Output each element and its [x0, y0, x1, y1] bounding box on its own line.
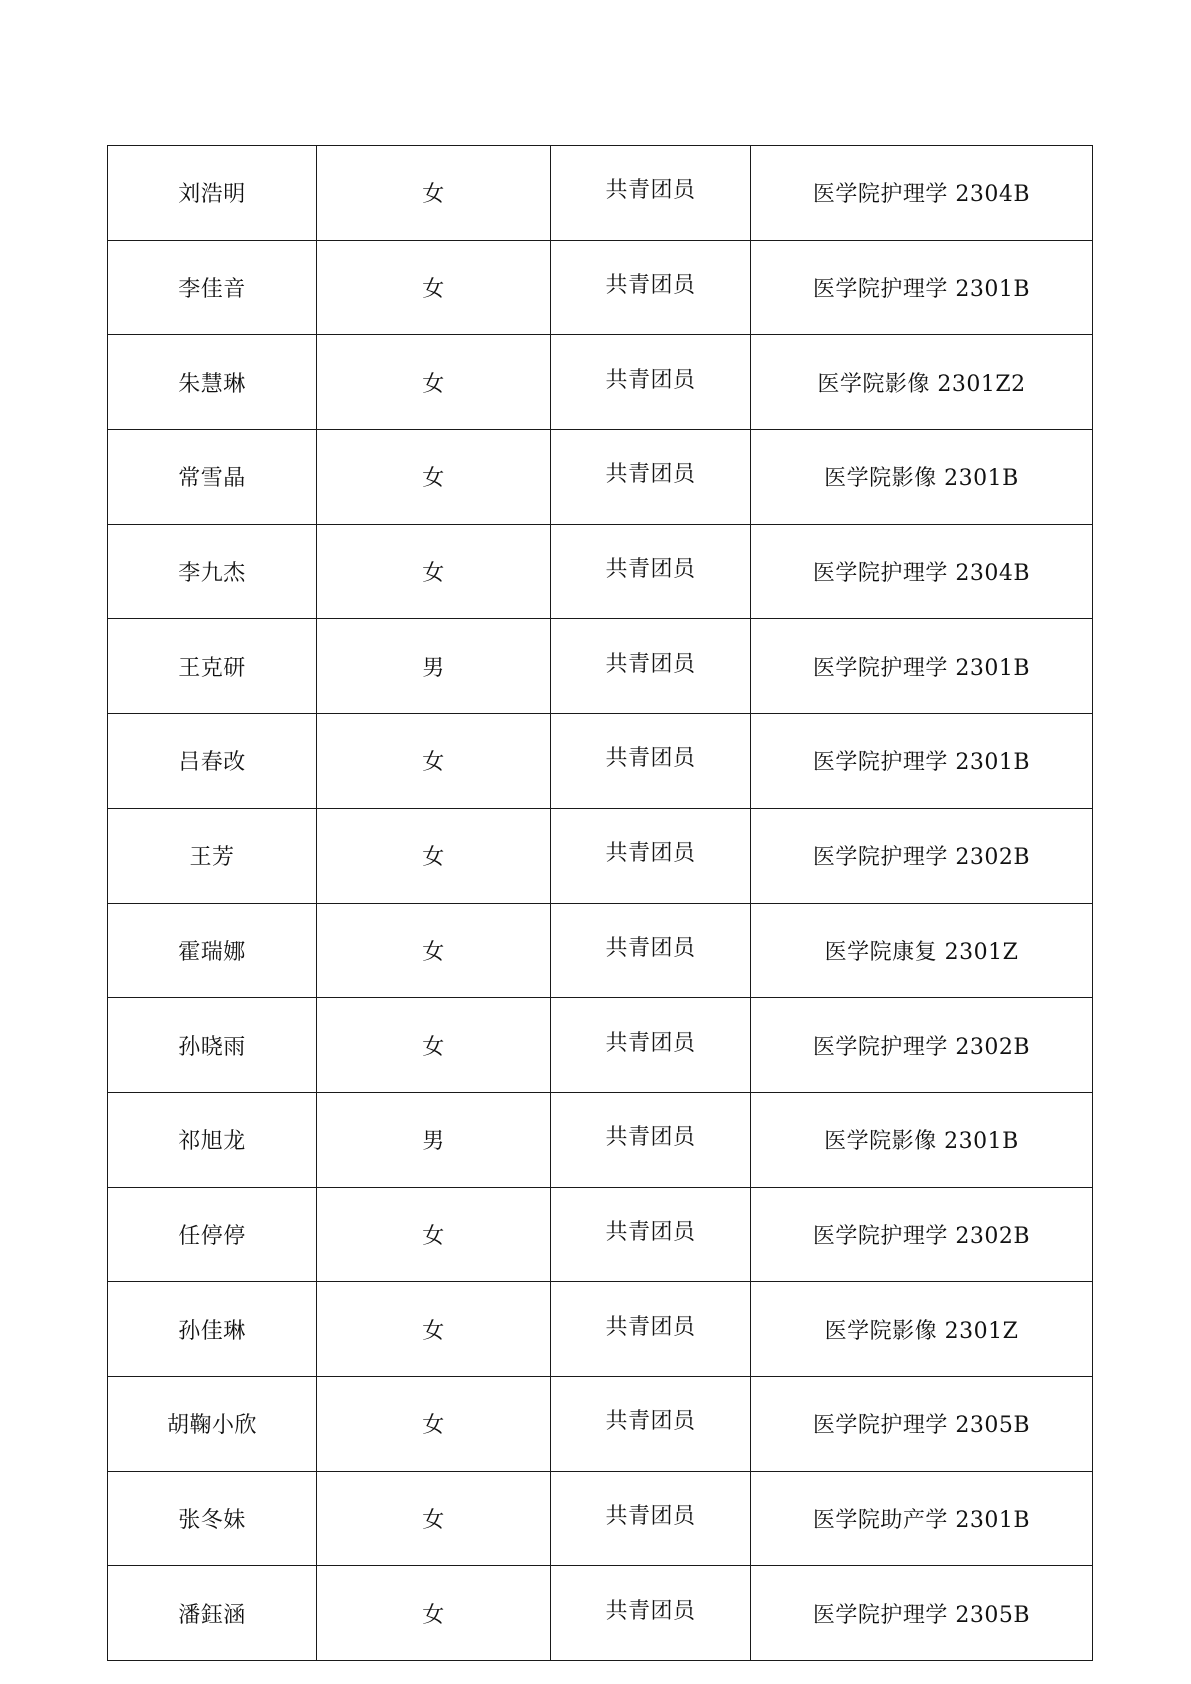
class-cell: 医学院护理学 2302B [751, 808, 1093, 903]
class-cell: 医学院护理学 2301B [751, 714, 1093, 809]
political-status-cell: 共青团员 [551, 998, 751, 1093]
political-status-cell: 共青团员 [551, 240, 751, 335]
roster-body [108, 146, 1093, 1661]
gender-cell: 女 [317, 714, 551, 809]
political-status-cell: 共青团员 [551, 1282, 751, 1377]
table-row [108, 714, 1093, 809]
gender-cell: 女 [317, 335, 551, 430]
political-status-cell: 共青团员 [551, 903, 751, 998]
table-row [108, 524, 1093, 619]
table-row [108, 998, 1093, 1093]
political-status-cell: 共青团员 [551, 430, 751, 525]
political-status-cell: 共青团员 [551, 1566, 751, 1661]
table-row [108, 619, 1093, 714]
gender-cell: 女 [317, 524, 551, 619]
political-status-cell: 共青团员 [551, 1187, 751, 1282]
table-row [108, 1187, 1093, 1282]
name-cell: 张冬妹 [108, 1471, 317, 1566]
name-cell: 胡鞠小欣 [108, 1376, 317, 1471]
class-cell: 医学院护理学 2304B [751, 146, 1093, 241]
class-cell: 医学院助产学 2301B [751, 1471, 1093, 1566]
table-row [108, 240, 1093, 335]
gender-cell: 女 [317, 430, 551, 525]
class-cell: 医学院影像 2301B [751, 1092, 1093, 1187]
class-cell: 医学院护理学 2305B [751, 1376, 1093, 1471]
political-status-cell: 共青团员 [551, 1471, 751, 1566]
gender-cell: 女 [317, 1187, 551, 1282]
name-cell: 李佳音 [108, 240, 317, 335]
name-cell: 霍瑞娜 [108, 903, 317, 998]
gender-cell: 女 [317, 808, 551, 903]
class-cell: 医学院护理学 2301B [751, 619, 1093, 714]
name-cell: 潘鈺涵 [108, 1566, 317, 1661]
class-cell: 医学院护理学 2302B [751, 1187, 1093, 1282]
name-cell: 吕春改 [108, 714, 317, 809]
gender-cell: 女 [317, 998, 551, 1093]
name-cell: 李九杰 [108, 524, 317, 619]
name-cell: 孙佳琳 [108, 1282, 317, 1377]
table-row [108, 1376, 1093, 1471]
table-row [108, 808, 1093, 903]
name-cell: 王芳 [108, 808, 317, 903]
political-status-cell: 共青团员 [551, 808, 751, 903]
table-row [108, 335, 1093, 430]
political-status-cell: 共青团员 [551, 1376, 751, 1471]
gender-cell: 女 [317, 903, 551, 998]
class-cell: 医学院护理学 2302B [751, 998, 1093, 1093]
class-cell: 医学院影像 2301B [751, 430, 1093, 525]
gender-cell: 女 [317, 146, 551, 241]
class-cell: 医学院护理学 2305B [751, 1566, 1093, 1661]
political-status-cell: 共青团员 [551, 714, 751, 809]
political-status-cell: 共青团员 [551, 1092, 751, 1187]
gender-cell: 女 [317, 240, 551, 335]
name-cell: 孙晓雨 [108, 998, 317, 1093]
table-row [108, 1566, 1093, 1661]
table-row [108, 146, 1093, 241]
class-cell: 医学院影像 2301Z2 [751, 335, 1093, 430]
table-row [108, 1282, 1093, 1377]
name-cell: 朱慧琳 [108, 335, 317, 430]
name-cell: 刘浩明 [108, 146, 317, 241]
gender-cell: 女 [317, 1471, 551, 1566]
gender-cell: 女 [317, 1282, 551, 1377]
table-row [108, 1471, 1093, 1566]
table-row [108, 903, 1093, 998]
gender-cell: 女 [317, 1566, 551, 1661]
gender-cell: 男 [317, 1092, 551, 1187]
class-cell: 医学院护理学 2301B [751, 240, 1093, 335]
name-cell: 王克研 [108, 619, 317, 714]
name-cell: 祁旭龙 [108, 1092, 317, 1187]
class-cell: 医学院康复 2301Z [751, 903, 1093, 998]
political-status-cell: 共青团员 [551, 335, 751, 430]
political-status-cell: 共青团员 [551, 619, 751, 714]
gender-cell: 男 [317, 619, 551, 714]
table-row [108, 1092, 1093, 1187]
table-row [108, 430, 1093, 525]
gender-cell: 女 [317, 1376, 551, 1471]
political-status-cell: 共青团员 [551, 146, 751, 241]
name-cell: 任停停 [108, 1187, 317, 1282]
member-roster-table [107, 145, 1093, 1661]
class-cell: 医学院护理学 2304B [751, 524, 1093, 619]
class-cell: 医学院影像 2301Z [751, 1282, 1093, 1377]
political-status-cell: 共青团员 [551, 524, 751, 619]
name-cell: 常雪晶 [108, 430, 317, 525]
